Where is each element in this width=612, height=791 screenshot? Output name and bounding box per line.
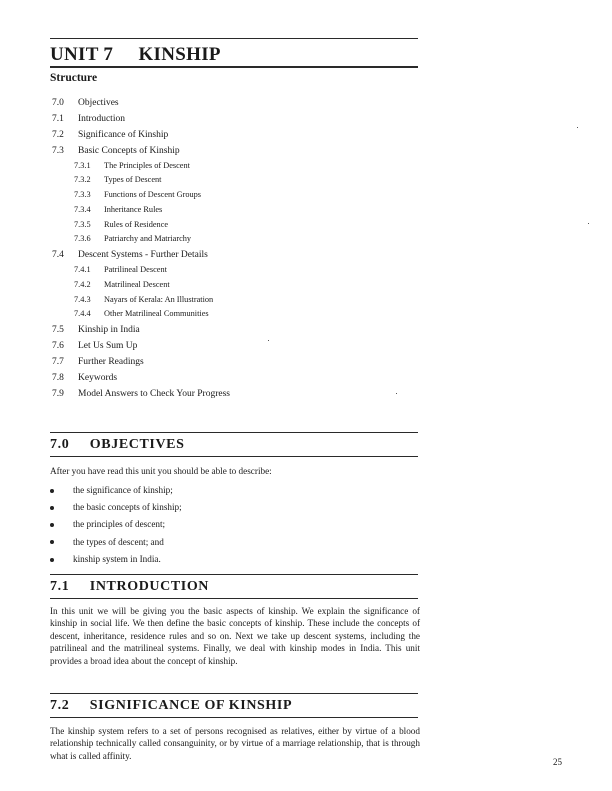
toc-subitem — [74, 204, 162, 216]
list-item — [50, 501, 182, 513]
toc-subitem — [74, 264, 167, 276]
scan-speck — [588, 223, 589, 224]
toc-number: 7.3.2 — [74, 175, 91, 185]
toc-subitem — [74, 279, 170, 291]
structure-heading: Structure — [50, 72, 98, 84]
toc-label: Types of Descent — [104, 175, 162, 185]
objectives-intro: After you have read this unit you should be able to describe: — [50, 466, 272, 476]
list-item-text: the basic concepts of kinship; — [73, 502, 182, 513]
introduction-heading: 7.1 INTRODUCTION — [50, 579, 210, 594]
toc-label: Patrilineal Descent — [104, 265, 167, 275]
toc-item — [52, 129, 168, 141]
toc-item — [52, 97, 119, 109]
introduction-body: In this unit we will be giving you the basic aspects of kinship. We explain the significance of kinship in social life. We then define the basic concepts of kinship. These include the concepts of descent, inheritance, residence rules and so on. Next we take up descent systems, including the patrilineal and the matrilineal systems. Finally, we deal with kinship modes in India. This unit provides a broad idea about the concept of kinship. — [50, 606, 420, 666]
list-item — [50, 536, 164, 548]
list-item-text: the types of descent; and — [73, 536, 164, 547]
toc-number: 7.1 — [52, 114, 64, 124]
toc-item — [52, 372, 117, 384]
toc-subitem — [74, 189, 201, 201]
toc-number: 7.3.6 — [74, 234, 91, 244]
list-item — [50, 553, 161, 565]
list-item-text: the principles of descent; — [73, 519, 166, 530]
toc-label: Model Answers to Check Your Progress — [78, 389, 230, 400]
list-item — [50, 518, 165, 530]
toc-number: 7.0 — [52, 98, 64, 108]
toc-number: 7.3.3 — [74, 190, 91, 200]
scan-speck — [577, 127, 578, 128]
toc-label: Functions of Descent Groups — [104, 190, 202, 200]
toc-number: 7.4.2 — [74, 279, 91, 289]
toc-number: 7.5 — [52, 325, 64, 336]
significance-body: The kinship system refers to a set of persons recognised as relatives, either by virtue of a blood relationship technically called consanguinity, or by virtue of a marriage relationship, that is through what is called affinity. — [50, 726, 420, 761]
toc-number: 7.2 — [52, 130, 64, 140]
toc-subitem — [74, 233, 191, 245]
toc-number: 7.3 — [52, 146, 64, 156]
toc-subitem — [74, 160, 190, 172]
toc-item — [52, 356, 144, 368]
toc-number: 7.4.3 — [74, 294, 91, 304]
list-item-text: the significance of kinship; — [73, 485, 173, 495]
toc-label: Matrilineal Descent — [104, 279, 170, 289]
objectives-heading: 7.0 OBJECTIVES — [50, 437, 185, 452]
toc-label: Basic Concepts of Kinship — [78, 146, 180, 156]
bullet-icon — [50, 523, 54, 527]
toc-label: Objectives — [78, 98, 119, 108]
toc-label: Rules of Residence — [104, 219, 169, 229]
toc-item — [52, 324, 140, 336]
objectives-bottom-rule — [50, 456, 418, 457]
toc-label: The Principles of Descent — [104, 160, 190, 170]
toc-label: Further Readings — [78, 357, 144, 368]
significance-heading: 7.2 SIGNIFICANCE OF KINSHIP — [50, 698, 293, 713]
toc-subitem — [74, 174, 161, 186]
toc-subitem — [74, 294, 213, 306]
toc-number: 7.4 — [52, 250, 64, 261]
toc-item — [52, 388, 230, 400]
toc-number: 7.8 — [52, 373, 64, 384]
toc-label: Nayars of Kerala: An Illustration — [104, 294, 214, 304]
significance-top-rule — [50, 693, 418, 694]
toc-subitem — [74, 308, 209, 320]
toc-number: 7.4.4 — [74, 309, 91, 319]
significance-bottom-rule — [50, 717, 418, 718]
bullet-icon — [50, 540, 54, 544]
toc-label: Keywords — [78, 373, 118, 384]
page-number: 25 — [553, 757, 562, 767]
toc-item — [52, 249, 208, 261]
toc-label: Kinship in India — [78, 325, 140, 336]
toc-number: 7.3.1 — [74, 160, 91, 170]
toc-item — [52, 340, 137, 352]
toc-label: Significance of Kinship — [78, 130, 169, 140]
toc-label: Inheritance Rules — [104, 204, 163, 214]
list-item — [50, 484, 173, 496]
unit-title: UNIT 7 KINSHIP — [50, 44, 221, 65]
toc-item — [52, 113, 125, 125]
introduction-bottom-rule — [50, 598, 418, 599]
toc-number: 7.7 — [52, 357, 64, 368]
introduction-top-rule — [50, 574, 418, 575]
toc-item — [52, 145, 180, 157]
toc-number: 7.9 — [52, 389, 64, 400]
bullet-icon — [50, 506, 54, 510]
objectives-top-rule — [50, 432, 418, 433]
toc-number: 7.3.5 — [74, 219, 91, 229]
toc-number: 7.4.1 — [74, 265, 91, 275]
toc-label: Introduction — [78, 114, 125, 124]
bullet-icon — [50, 558, 54, 562]
toc-number: 7.6 — [52, 341, 64, 352]
toc-number: 7.3.4 — [74, 204, 91, 214]
toc-subitem — [74, 219, 168, 231]
list-item-text: kinship system in India. — [73, 553, 161, 564]
toc-label: Let Us Sum Up — [78, 341, 138, 352]
toc-label: Patriarchy and Matriarchy — [104, 234, 192, 244]
scan-speck — [396, 393, 397, 394]
toc-label: Descent Systems - Further Details — [78, 250, 208, 261]
bullet-icon — [50, 489, 54, 493]
scan-speck — [268, 340, 269, 341]
toc-label: Other Matrilineal Communities — [104, 309, 209, 319]
